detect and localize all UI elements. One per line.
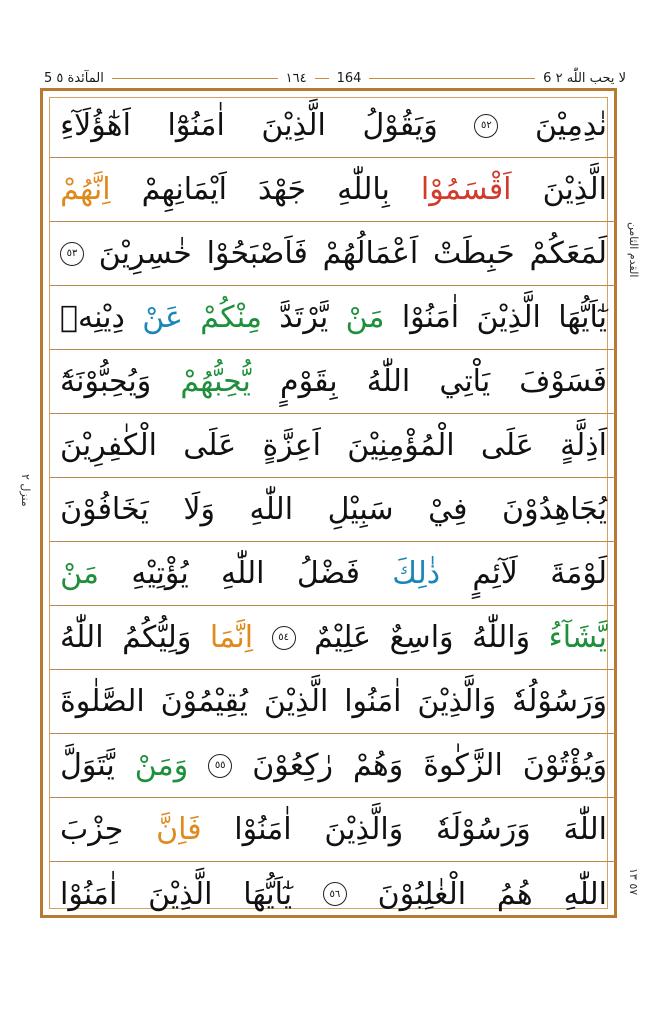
word: اٰمَنُوْا bbox=[60, 876, 118, 912]
word: اللّٰهُ bbox=[366, 364, 411, 399]
word: نٰدِمِيْنَ bbox=[534, 108, 607, 143]
word: اٰمَنُوا bbox=[344, 684, 402, 719]
word: خٰسِرِيْنَ bbox=[98, 236, 192, 271]
word: جَهْدَ bbox=[257, 172, 307, 207]
text-line bbox=[50, 606, 617, 670]
text-line bbox=[50, 286, 617, 350]
word: وَلَا bbox=[183, 492, 215, 527]
word: الزَّكٰوةَ bbox=[423, 748, 503, 783]
word: الْمُؤْمِنِيْنَ bbox=[347, 428, 455, 463]
word: يُجَاهِدُوْنَ bbox=[502, 492, 607, 527]
word: هُمُ bbox=[496, 876, 533, 912]
word: وَرَسُوْلُهٗ bbox=[512, 684, 607, 719]
word: وَلِيُّكُمُ bbox=[122, 620, 192, 655]
word: وَهُمْ bbox=[352, 748, 404, 783]
page-header bbox=[40, 68, 630, 88]
header-page-urdu: ١٦٤ bbox=[282, 71, 311, 86]
word: اَعْمَالُهُمْ bbox=[322, 236, 419, 271]
word: اِنَّمَا bbox=[209, 620, 254, 655]
quran-text-block bbox=[50, 94, 617, 926]
text-line bbox=[50, 94, 617, 158]
word: حَبِطَتْ bbox=[433, 236, 515, 271]
text-line bbox=[50, 734, 617, 798]
word: عَلَى bbox=[480, 428, 534, 463]
word: يٰٓاَيُّهَا bbox=[558, 300, 607, 335]
word: فِيْ bbox=[428, 492, 468, 527]
word: فَاِنَّ bbox=[156, 812, 202, 847]
ayah-marker: ٥٦ bbox=[323, 882, 347, 906]
word: وَالَّذِيْنَ bbox=[324, 812, 404, 847]
word: اَهٰٓؤُلَآءِ bbox=[60, 108, 131, 143]
ayah-marker: ٥٢ bbox=[474, 114, 498, 138]
word: سَبِيْلِ bbox=[327, 492, 394, 527]
word: مَنْ bbox=[60, 556, 99, 591]
ayah-marker: ٥٣ bbox=[60, 242, 84, 266]
word: عَنْ bbox=[142, 300, 183, 335]
word: اللّٰهَ bbox=[563, 812, 607, 847]
word: يَاْتِي bbox=[439, 364, 491, 399]
word: رٰكِعُوْنَ bbox=[252, 748, 333, 783]
word: حِزْبَ bbox=[60, 812, 124, 847]
margin-note-quarter: القدم الثامن bbox=[627, 222, 640, 278]
word: لَمَعَكُمْ bbox=[529, 236, 607, 271]
word: وَرَسُوْلَهٗ bbox=[435, 812, 531, 847]
word: الَّذِيْنَ bbox=[148, 876, 213, 912]
text-line bbox=[50, 478, 617, 542]
word: الَّذِيْنَ bbox=[261, 108, 326, 143]
text-line bbox=[50, 158, 617, 222]
header-rule-mid bbox=[315, 78, 329, 79]
word: بِقَوْمٍ bbox=[280, 364, 338, 399]
word: اِنَّهُمْ bbox=[60, 172, 111, 207]
word: وَاللّٰهُ bbox=[472, 620, 531, 655]
text-line bbox=[50, 542, 617, 606]
word: اَقْسَمُوْا bbox=[420, 172, 512, 207]
text-line bbox=[50, 670, 617, 734]
header-juz-label: 6 لا يحب اللّٰه ٢ bbox=[539, 71, 630, 86]
word: وَمَنْ bbox=[134, 748, 189, 783]
word: ذٰلِكَ bbox=[392, 556, 441, 591]
word: اللّٰهِ bbox=[221, 556, 265, 591]
word: اَذِلَّةٍ bbox=[560, 428, 607, 463]
word: عَلِيْمٌ bbox=[314, 620, 372, 655]
word: اللّٰهِ bbox=[249, 492, 294, 527]
margin-note-manzil: منزل ٢ bbox=[19, 474, 32, 507]
word: يَّرْتَدَّ bbox=[279, 300, 329, 335]
word: يُؤْتِيْهِ bbox=[131, 556, 189, 591]
text-line bbox=[50, 414, 617, 478]
word: بِاللّٰهِ bbox=[337, 172, 390, 207]
word: الْغٰلِبُوْنَ bbox=[377, 876, 467, 912]
word: اٰمَنُوْا bbox=[401, 300, 460, 335]
word: اَعِزَّةٍ bbox=[262, 428, 321, 463]
word: اٰمَنُوْا bbox=[234, 812, 292, 847]
text-line bbox=[50, 862, 617, 926]
ayah-marker: ٥٥ bbox=[208, 754, 232, 778]
word: وَيَقُوْلُ bbox=[362, 108, 438, 143]
word: يٰٓاَيُّهَا bbox=[243, 876, 293, 912]
word: لَوْمَةَ bbox=[550, 556, 607, 591]
word: مِنْكُمْ bbox=[200, 300, 262, 335]
word: اللّٰهِ bbox=[563, 876, 607, 912]
word: يُقِيْمُوْنَ bbox=[160, 684, 249, 719]
word: وَالَّذِيْنَ bbox=[417, 684, 497, 719]
word: يُّحِبُّهُمْ bbox=[180, 364, 251, 399]
header-rule-right bbox=[369, 78, 535, 79]
text-line bbox=[50, 350, 617, 414]
word: فَضْلُ bbox=[296, 556, 360, 591]
ayah-marker: ٥٤ bbox=[272, 626, 296, 650]
margin-note-ruku: ٥٧ ١٣ bbox=[627, 868, 640, 896]
word: وَاسِعٌ bbox=[389, 620, 454, 655]
word: الْكٰفِرِيْنَ bbox=[60, 428, 157, 463]
header-rule-left bbox=[112, 78, 278, 79]
word: يَخَافُوْنَ bbox=[60, 492, 149, 527]
word: فَسَوْفَ bbox=[519, 364, 607, 399]
word: الَّذِيْنَ bbox=[542, 172, 607, 207]
word: الصَّلٰوةَ bbox=[60, 684, 145, 719]
word: الَّذِيْنَ bbox=[476, 300, 541, 335]
word: اللّٰهُ bbox=[60, 620, 104, 655]
word: الَّذِيْنَ bbox=[263, 684, 329, 719]
text-line bbox=[50, 222, 617, 286]
word: يَّشَآءُ bbox=[548, 620, 607, 655]
word: اَيْمَانِهِمْ bbox=[141, 172, 227, 207]
word: وَيُحِبُّوْنَهٗٓ bbox=[60, 364, 152, 399]
text-line bbox=[50, 798, 617, 862]
word: عَلَى bbox=[183, 428, 237, 463]
header-surah-label: 5 المآئدة ٥ bbox=[40, 71, 108, 86]
word: يَّتَوَلَّ bbox=[60, 748, 115, 783]
header-page-number: 164 bbox=[333, 71, 366, 86]
word: وَيُؤْتُوْنَ bbox=[522, 748, 607, 783]
word: اٰمَنُوْٓا bbox=[167, 108, 225, 143]
word: مَنْ bbox=[345, 300, 385, 335]
word: فَاَصْبَحُوْا bbox=[206, 236, 308, 271]
word: لَآئِمٍ bbox=[472, 556, 518, 591]
word: دِيْنِهٖ bbox=[60, 300, 125, 335]
